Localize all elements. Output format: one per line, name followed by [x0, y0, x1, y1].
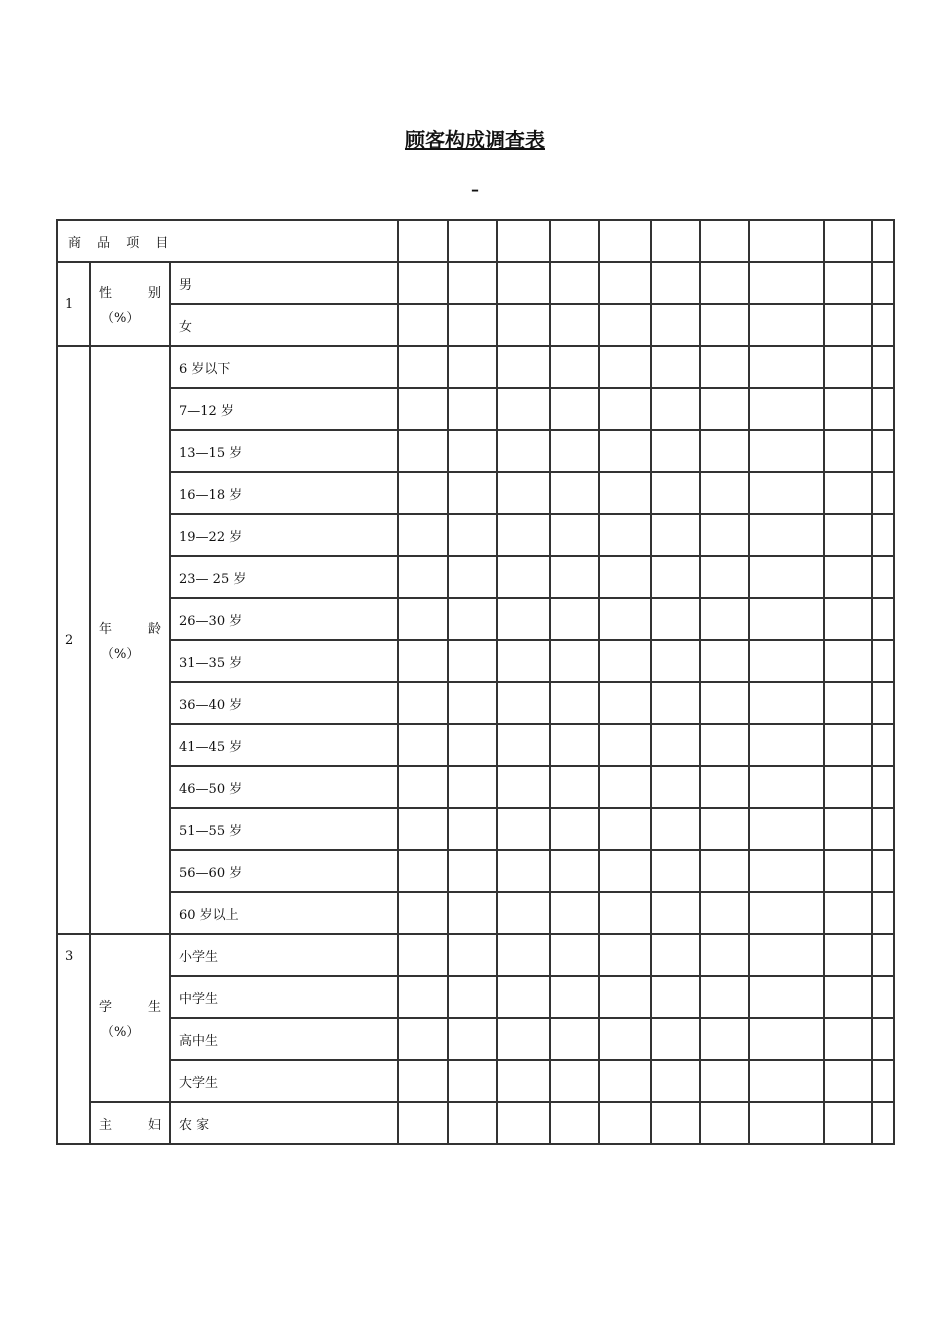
- data-cell[interactable]: [599, 430, 651, 472]
- data-cell[interactable]: [872, 220, 894, 262]
- table-row: [57, 766, 894, 808]
- data-cell[interactable]: [599, 556, 651, 598]
- table-row: [57, 430, 894, 472]
- item-label: 19—22 岁: [170, 514, 398, 556]
- data-cell[interactable]: [824, 766, 872, 808]
- data-cell[interactable]: [824, 850, 872, 892]
- group-name-b: 妇: [147, 1117, 161, 1133]
- data-cell[interactable]: [749, 892, 824, 934]
- data-cell[interactable]: [448, 556, 497, 598]
- data-cell[interactable]: [599, 1060, 651, 1102]
- data-cell[interactable]: [651, 388, 700, 430]
- data-cell[interactable]: [872, 1102, 894, 1144]
- data-cell[interactable]: [497, 1060, 550, 1102]
- group-number: 1: [57, 262, 90, 346]
- item-label: 56—60 岁: [170, 850, 398, 892]
- data-cell[interactable]: [497, 304, 550, 346]
- data-cell[interactable]: [599, 766, 651, 808]
- item-label: 60 岁以上: [170, 892, 398, 934]
- data-cell[interactable]: [448, 1102, 497, 1144]
- data-cell[interactable]: [448, 262, 497, 304]
- data-cell[interactable]: [700, 850, 749, 892]
- data-cell[interactable]: [872, 640, 894, 682]
- data-cell[interactable]: [824, 304, 872, 346]
- data-cell[interactable]: [550, 1018, 599, 1060]
- data-cell[interactable]: [824, 1102, 872, 1144]
- data-cell[interactable]: [749, 472, 824, 514]
- data-cell[interactable]: [448, 1060, 497, 1102]
- data-cell[interactable]: [651, 808, 700, 850]
- data-cell[interactable]: [824, 724, 872, 766]
- data-cell[interactable]: [398, 262, 448, 304]
- data-cell[interactable]: [872, 892, 894, 934]
- data-cell[interactable]: [824, 346, 872, 388]
- data-cell[interactable]: [497, 850, 550, 892]
- data-cell[interactable]: [550, 724, 599, 766]
- data-cell[interactable]: [749, 262, 824, 304]
- data-cell[interactable]: [550, 934, 599, 976]
- data-cell[interactable]: [497, 346, 550, 388]
- data-cell[interactable]: [398, 304, 448, 346]
- group-name-a: 主: [99, 1117, 113, 1133]
- data-cell[interactable]: [398, 430, 448, 472]
- data-cell[interactable]: [651, 304, 700, 346]
- item-label: 13—15 岁: [170, 430, 398, 472]
- item-label: 中学生: [170, 976, 398, 1018]
- data-cell[interactable]: [749, 976, 824, 1018]
- data-cell[interactable]: [700, 976, 749, 1018]
- data-cell[interactable]: [550, 346, 599, 388]
- data-cell[interactable]: [599, 346, 651, 388]
- group-name: [90, 346, 170, 934]
- data-cell[interactable]: [872, 1018, 894, 1060]
- data-cell[interactable]: [824, 934, 872, 976]
- data-cell[interactable]: [448, 514, 497, 556]
- table-row: [57, 682, 894, 724]
- data-cell[interactable]: [700, 934, 749, 976]
- data-cell[interactable]: [700, 724, 749, 766]
- data-cell[interactable]: [651, 1018, 700, 1060]
- data-cell[interactable]: [749, 934, 824, 976]
- data-cell[interactable]: [700, 1018, 749, 1060]
- data-cell[interactable]: [651, 850, 700, 892]
- data-cell[interactable]: [398, 976, 448, 1018]
- data-cell[interactable]: [824, 430, 872, 472]
- data-cell[interactable]: [749, 514, 824, 556]
- data-cell[interactable]: [700, 766, 749, 808]
- item-label: 26—30 岁: [170, 598, 398, 640]
- data-cell[interactable]: [700, 262, 749, 304]
- item-label: 女: [170, 304, 398, 346]
- data-cell[interactable]: [398, 556, 448, 598]
- data-cell[interactable]: [448, 850, 497, 892]
- data-cell[interactable]: [872, 724, 894, 766]
- table-row: [57, 892, 894, 934]
- item-label: 36—40 岁: [170, 682, 398, 724]
- data-cell[interactable]: [651, 430, 700, 472]
- data-cell[interactable]: [550, 556, 599, 598]
- data-cell[interactable]: [550, 1060, 599, 1102]
- data-cell[interactable]: [497, 1102, 550, 1144]
- data-cell[interactable]: [599, 514, 651, 556]
- data-cell[interactable]: [824, 1018, 872, 1060]
- data-cell[interactable]: [749, 682, 824, 724]
- data-cell[interactable]: [599, 976, 651, 1018]
- subtitle-dash: –: [471, 180, 479, 199]
- data-cell[interactable]: [651, 640, 700, 682]
- item-label: 大学生: [170, 1060, 398, 1102]
- data-cell[interactable]: [599, 682, 651, 724]
- data-cell[interactable]: [872, 262, 894, 304]
- data-cell[interactable]: [824, 976, 872, 1018]
- data-cell[interactable]: [700, 220, 749, 262]
- data-cell[interactable]: [448, 808, 497, 850]
- table-row: [57, 304, 894, 346]
- data-cell[interactable]: [599, 892, 651, 934]
- data-cell[interactable]: [497, 724, 550, 766]
- data-cell[interactable]: [497, 766, 550, 808]
- data-cell[interactable]: [824, 892, 872, 934]
- data-cell[interactable]: [700, 598, 749, 640]
- data-cell[interactable]: [497, 430, 550, 472]
- data-cell[interactable]: [448, 598, 497, 640]
- item-label: 51—55 岁: [170, 808, 398, 850]
- group-name: [90, 262, 170, 346]
- data-cell[interactable]: [448, 640, 497, 682]
- data-cell[interactable]: [497, 262, 550, 304]
- data-cell[interactable]: [599, 472, 651, 514]
- data-cell[interactable]: [550, 1102, 599, 1144]
- data-cell[interactable]: [448, 976, 497, 1018]
- data-cell[interactable]: [651, 892, 700, 934]
- data-cell[interactable]: [448, 430, 497, 472]
- table-row: [57, 724, 894, 766]
- data-cell[interactable]: [497, 640, 550, 682]
- data-cell[interactable]: [749, 766, 824, 808]
- data-cell[interactable]: [448, 346, 497, 388]
- data-cell[interactable]: [824, 472, 872, 514]
- group-name-a: 年: [99, 622, 113, 637]
- data-cell[interactable]: [651, 262, 700, 304]
- data-cell[interactable]: [651, 598, 700, 640]
- data-cell[interactable]: [398, 934, 448, 976]
- header-row: [57, 220, 894, 262]
- data-cell[interactable]: [448, 1018, 497, 1060]
- data-cell[interactable]: [448, 892, 497, 934]
- data-cell[interactable]: [824, 640, 872, 682]
- data-cell[interactable]: [700, 346, 749, 388]
- group-name-a: 性: [99, 286, 113, 301]
- data-cell[interactable]: [599, 934, 651, 976]
- survey-table: [56, 219, 895, 1145]
- item-label: 6 岁以下: [170, 346, 398, 388]
- data-cell[interactable]: [651, 514, 700, 556]
- data-cell[interactable]: [651, 346, 700, 388]
- data-cell[interactable]: [550, 598, 599, 640]
- table-row: [57, 640, 894, 682]
- data-cell[interactable]: [872, 850, 894, 892]
- group-name: [90, 1102, 170, 1144]
- item-label: 高中生: [170, 1018, 398, 1060]
- page-title: 顾客构成调查表: [405, 128, 545, 152]
- item-label: 农 家: [170, 1102, 398, 1144]
- data-cell[interactable]: [550, 262, 599, 304]
- data-cell[interactable]: [651, 220, 700, 262]
- data-cell[interactable]: [550, 808, 599, 850]
- data-cell[interactable]: [872, 514, 894, 556]
- data-cell[interactable]: [872, 682, 894, 724]
- data-cell[interactable]: [497, 1018, 550, 1060]
- data-cell[interactable]: [497, 976, 550, 1018]
- data-cell[interactable]: [824, 808, 872, 850]
- table-row: [57, 934, 894, 976]
- data-cell[interactable]: [824, 1060, 872, 1102]
- data-cell[interactable]: [749, 1018, 824, 1060]
- data-cell[interactable]: [550, 850, 599, 892]
- table-row: [57, 388, 894, 430]
- table-row: [57, 514, 894, 556]
- data-cell[interactable]: [550, 220, 599, 262]
- data-cell[interactable]: [398, 220, 448, 262]
- table-row: [57, 598, 894, 640]
- data-cell[interactable]: [700, 472, 749, 514]
- data-cell[interactable]: [872, 1060, 894, 1102]
- data-cell[interactable]: [599, 724, 651, 766]
- data-cell[interactable]: [599, 220, 651, 262]
- data-cell[interactable]: [550, 766, 599, 808]
- data-cell[interactable]: [448, 388, 497, 430]
- data-cell[interactable]: [550, 514, 599, 556]
- data-cell[interactable]: [651, 1102, 700, 1144]
- data-cell[interactable]: [448, 682, 497, 724]
- data-cell[interactable]: [700, 640, 749, 682]
- group-unit: （%）: [101, 1025, 140, 1040]
- data-cell[interactable]: [824, 514, 872, 556]
- data-cell[interactable]: [398, 388, 448, 430]
- table-row: [57, 808, 894, 850]
- data-cell[interactable]: [749, 388, 824, 430]
- data-cell[interactable]: [497, 808, 550, 850]
- data-cell[interactable]: [872, 346, 894, 388]
- data-cell[interactable]: [749, 220, 824, 262]
- item-label: 7—12 岁: [170, 388, 398, 430]
- data-cell[interactable]: [749, 430, 824, 472]
- data-cell[interactable]: [749, 598, 824, 640]
- data-cell[interactable]: [398, 1060, 448, 1102]
- group-unit: （%）: [101, 647, 140, 662]
- data-cell[interactable]: [651, 556, 700, 598]
- data-cell[interactable]: [599, 1102, 651, 1144]
- data-cell[interactable]: [497, 598, 550, 640]
- data-cell[interactable]: [599, 262, 651, 304]
- data-cell[interactable]: [700, 1060, 749, 1102]
- data-cell[interactable]: [550, 472, 599, 514]
- data-cell[interactable]: [651, 682, 700, 724]
- data-cell[interactable]: [398, 808, 448, 850]
- data-cell[interactable]: [497, 220, 550, 262]
- table-row: [57, 850, 894, 892]
- item-label: 男: [170, 262, 398, 304]
- data-cell[interactable]: [872, 976, 894, 1018]
- data-cell[interactable]: [749, 640, 824, 682]
- header-label: 商 品 项 目: [57, 220, 398, 262]
- data-cell[interactable]: [749, 1060, 824, 1102]
- data-cell[interactable]: [599, 850, 651, 892]
- data-cell[interactable]: [550, 892, 599, 934]
- data-cell[interactable]: [651, 766, 700, 808]
- data-cell[interactable]: [497, 934, 550, 976]
- data-cell[interactable]: [398, 766, 448, 808]
- data-cell[interactable]: [398, 850, 448, 892]
- data-cell[interactable]: [497, 514, 550, 556]
- data-cell[interactable]: [872, 556, 894, 598]
- data-cell[interactable]: [824, 220, 872, 262]
- data-cell[interactable]: [448, 934, 497, 976]
- data-cell[interactable]: [398, 682, 448, 724]
- table-row: [57, 1018, 894, 1060]
- data-cell[interactable]: [599, 388, 651, 430]
- data-cell[interactable]: [448, 472, 497, 514]
- data-cell[interactable]: [497, 682, 550, 724]
- data-cell[interactable]: [599, 808, 651, 850]
- data-cell[interactable]: [749, 808, 824, 850]
- data-cell[interactable]: [398, 724, 448, 766]
- data-cell[interactable]: [872, 766, 894, 808]
- data-cell[interactable]: [550, 388, 599, 430]
- data-cell[interactable]: [872, 472, 894, 514]
- group-number: 3: [57, 934, 90, 1144]
- data-cell[interactable]: [651, 934, 700, 976]
- data-cell[interactable]: [824, 598, 872, 640]
- item-label: 23— 25 岁: [170, 556, 398, 598]
- data-cell[interactable]: [599, 640, 651, 682]
- item-label: 31—35 岁: [170, 640, 398, 682]
- table-row: [57, 1060, 894, 1102]
- data-cell[interactable]: [398, 640, 448, 682]
- data-cell[interactable]: [398, 472, 448, 514]
- group-unit: （%）: [101, 311, 140, 326]
- data-cell[interactable]: [651, 472, 700, 514]
- table-row: [57, 346, 894, 388]
- data-cell[interactable]: [497, 892, 550, 934]
- data-cell[interactable]: [550, 640, 599, 682]
- data-cell[interactable]: [651, 976, 700, 1018]
- data-cell[interactable]: [749, 304, 824, 346]
- data-cell[interactable]: [599, 1018, 651, 1060]
- data-cell[interactable]: [398, 346, 448, 388]
- data-cell[interactable]: [700, 1102, 749, 1144]
- data-cell[interactable]: [824, 388, 872, 430]
- data-cell[interactable]: [398, 514, 448, 556]
- data-cell[interactable]: [448, 724, 497, 766]
- item-label: 46—50 岁: [170, 766, 398, 808]
- data-cell[interactable]: [749, 1102, 824, 1144]
- data-cell[interactable]: [550, 304, 599, 346]
- data-cell[interactable]: [700, 430, 749, 472]
- group-name-b: 生: [147, 1000, 161, 1015]
- data-cell[interactable]: [749, 724, 824, 766]
- data-cell[interactable]: [448, 304, 497, 346]
- data-cell[interactable]: [497, 556, 550, 598]
- data-cell[interactable]: [749, 850, 824, 892]
- data-cell[interactable]: [824, 556, 872, 598]
- data-cell[interactable]: [872, 430, 894, 472]
- data-cell[interactable]: [398, 1102, 448, 1144]
- table-row: [57, 472, 894, 514]
- group-name-a: 学: [99, 1000, 113, 1015]
- group-name: [90, 934, 170, 1102]
- data-cell[interactable]: [872, 388, 894, 430]
- data-cell[interactable]: [497, 388, 550, 430]
- data-cell[interactable]: [398, 892, 448, 934]
- data-cell[interactable]: [824, 262, 872, 304]
- data-cell[interactable]: [448, 766, 497, 808]
- group-number: 2: [57, 346, 90, 934]
- item-label: 小学生: [170, 934, 398, 976]
- data-cell[interactable]: [700, 304, 749, 346]
- table-row: [57, 1102, 894, 1144]
- data-cell[interactable]: [599, 598, 651, 640]
- data-cell[interactable]: [700, 514, 749, 556]
- data-cell[interactable]: [749, 346, 824, 388]
- item-label: 41—45 岁: [170, 724, 398, 766]
- data-cell[interactable]: [872, 934, 894, 976]
- data-cell[interactable]: [497, 472, 550, 514]
- group-name-b: 龄: [147, 622, 161, 637]
- group-name-b: 别: [147, 286, 161, 301]
- data-cell[interactable]: [550, 430, 599, 472]
- data-cell[interactable]: [700, 808, 749, 850]
- table-row: [57, 556, 894, 598]
- data-cell[interactable]: [550, 682, 599, 724]
- data-cell[interactable]: [448, 220, 497, 262]
- data-cell[interactable]: [700, 388, 749, 430]
- data-cell[interactable]: [824, 682, 872, 724]
- data-cell[interactable]: [398, 598, 448, 640]
- data-cell[interactable]: [872, 304, 894, 346]
- item-label: 16—18 岁: [170, 472, 398, 514]
- data-cell[interactable]: [550, 976, 599, 1018]
- data-cell[interactable]: [700, 892, 749, 934]
- data-cell[interactable]: [872, 808, 894, 850]
- data-cell[interactable]: [700, 556, 749, 598]
- data-cell[interactable]: [700, 682, 749, 724]
- data-cell[interactable]: [872, 598, 894, 640]
- data-cell[interactable]: [651, 1060, 700, 1102]
- table-row: [57, 976, 894, 1018]
- data-cell[interactable]: [651, 724, 700, 766]
- data-cell[interactable]: [749, 556, 824, 598]
- data-cell[interactable]: [398, 1018, 448, 1060]
- table-row: [57, 262, 894, 304]
- data-cell[interactable]: [599, 304, 651, 346]
